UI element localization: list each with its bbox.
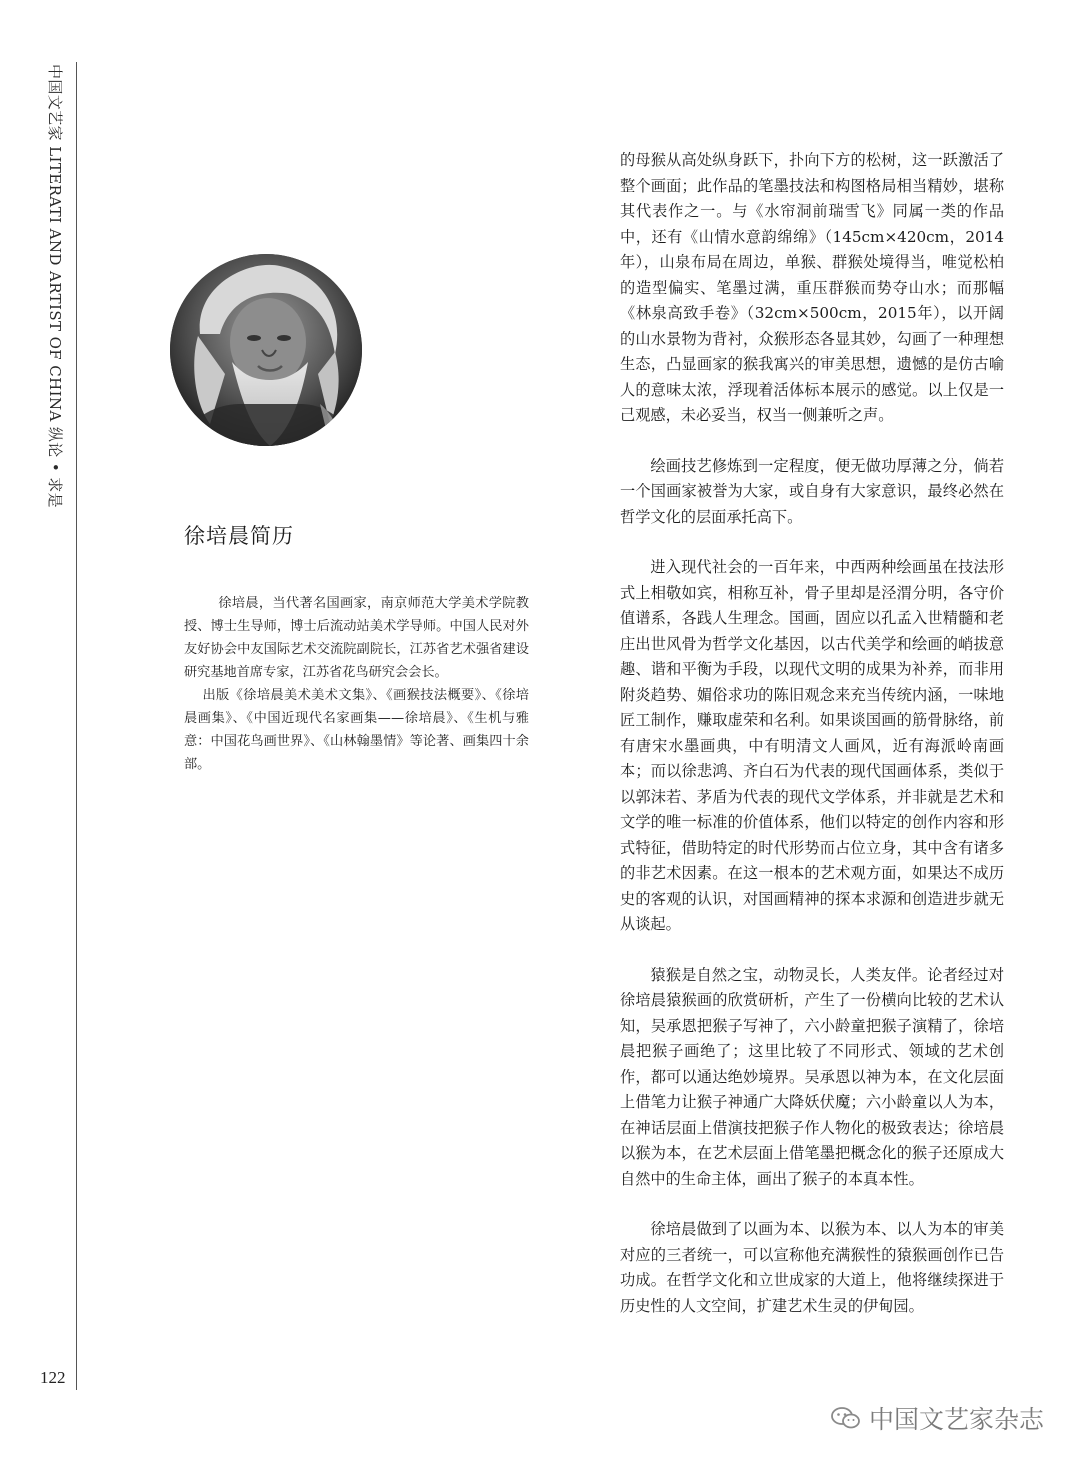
article-paragraph: 进入现代社会的一百年来，中西两种绘画虽在技法形式上相敬如宾，相称互补，骨子里却是泾渭分明，各守价值谱系，各践人生理念。国画，固应以孔孟入世精髓和老庄出世风骨为哲学文化基因，以古代美学和绘画的峭拔意趣、谐和平衡为手段，以现代文明的成果为补养，而非用附炎趋势、媚俗求功的陈旧观念来充当传统内涵，一味地匠工制作，赚取虚荣和名利。如果谈国画的筋骨脉络，前有唐宋水墨画典，中有明清文人画风，近有海派岭南画本；而以徐悲鸿、齐白石为代表的现代国画体系，类似于以郭沫若、茅盾为代表的现代文学体系，并非就是艺术和文学的唯一标准的价值体系，他们以特定的创作内容和形式特征，借助特定的时代形势而占位立身，其中含有诸多的非艺术因素。在这一根本的艺术观方面，如果达不成历史的客观的认识，对国画精神的探本求源和创造进步就无从谈起。 [620, 558, 1004, 933]
artist-portrait [170, 254, 362, 446]
article-paragraph: 徐培晨做到了以画为本、以猴为本、以人为本的审美对应的三者统一，可以宣称他充满猴性的猿猴画创作已告功成。在哲学文化和立世成家的大道上，他将继续探进于历史性的人文空间，扩建艺术生灵的伊甸园。 [620, 1220, 1004, 1315]
article-paragraph: 的母猴从高处纵身跃下，扑向下方的松树，这一跃激活了整个画面；此作品的笔墨技法和构图格局相当精妙，堪称其代表作之一。与《水帘洞前瑞雪飞》同属一类的作品中，还有《山情水意韵绵绵》（145cm×420cm，2014年），山泉布局在周边，单猴、群猴处境得当，唯觉松柏的造型偏实、笔墨过满，重压群猴而势夺山水；而那幅《林泉高致手卷》（32cm×500cm，2015年），以开阔的山水景物为背衬，众猴形态各显其妙，勾画了一种理想生态，凸显画家的猴我寓兴的审美思想，遗憾的是仿古喻人的意味太浓，浮现着活体标本展示的感觉。以上仅是一己观感，未必妥当，权当一侧兼听之声。 [620, 151, 1004, 424]
watermark [831, 1400, 1044, 1436]
article-paragraph: 猿猴是自然之宝，动物灵长，人类友伴。论者经过对徐培晨猿猴画的欣赏研析，产生了一份横向比较的艺术认知，吴承恩把猴子写神了，六小龄童把猴子演精了，徐培晨把猴子画绝了；这里比较了不同形式、领域的艺术创作，都可以通达绝妙境界。吴承恩以神为本，在文化层面上借笔力让猴子神通广大降妖伏魔；六小龄童以人为本，在神话层面上借演技把猴子作人物化的极致表达；徐培晨以猴为本，在艺术层面上借笔墨把概念化的猴子还原成大自然中的生命主体，画出了猴子的本真本性。 [620, 965, 1004, 1188]
article-body [620, 148, 1004, 1344]
bio-body [184, 592, 529, 776]
page-number: 122 [40, 1368, 66, 1387]
watermark-text: 中国文艺家杂志 [868, 1405, 1044, 1434]
bio-paragraph: 出版《徐培晨美术美术文集》、《画猴技法概要》、《徐培晨画集》、《中国近现代名家画集——徐培晨》、《生机与雅意：中国花鸟画世界》、《山林翰墨情》等论著、画集四十余部。 [184, 688, 529, 772]
article-paragraph: 绘画技艺修炼到一定程度，便无做功厚薄之分，倘若一个国画家被誉为大家，或自身有大家意识，最终必然在哲学文化的层面承托高下。 [620, 456, 1004, 526]
margin-rule [76, 62, 77, 1390]
bio-title: 徐培晨简历 [184, 524, 294, 548]
running-header: 中国文艺家 LITERATI AND ARTIST OF CHINA 纵论 • 求是 [46, 64, 64, 509]
wechat-icon [831, 1406, 861, 1430]
bio-paragraph: 徐培晨，当代著名国画家，南京师范大学美术学院教授、博士生导师，博士后流动站美术学导师。中国人民对外友好协会中友国际艺术交流院副院长，江苏省艺术强省建设研究基地首席专家，江苏省花鸟研究会会长。 [184, 596, 529, 680]
